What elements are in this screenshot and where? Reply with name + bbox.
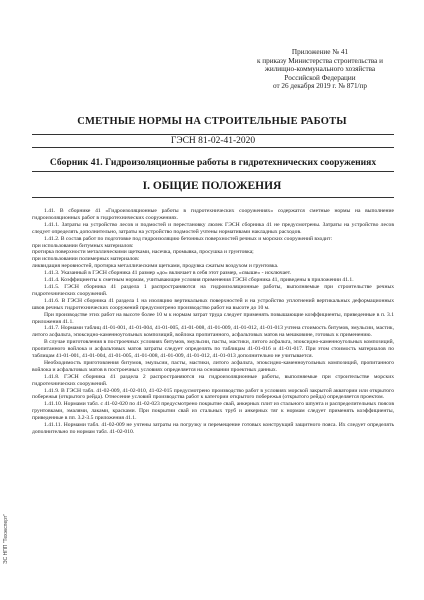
main-title: СМЕТНЫЕ НОРМЫ НА СТРОИТЕЛЬНЫЕ РАБОТЫ xyxy=(77,116,347,127)
collection-title: Сборник 41. Гидроизоляционные работы в гидротехнических сооружениях xyxy=(49,157,377,168)
paragraph: 1.41.6. В ГЭСН сборника 41 раздела 1 на изоляцию вертикальных поверхностей и на устройство уплотнений вертикальных деформационных швов речных гидротехнических сооружений предусмотрено производство работ на высоте до 10 м. xyxy=(32,297,394,311)
appendix-line: Приложение № 41 xyxy=(291,48,349,56)
section-title: I. ОБЩИЕ ПОЛОЖЕНИЯ xyxy=(142,180,282,192)
appendix-line: к приказу Министерства строительства и xyxy=(256,56,383,65)
paragraph: 1.41.10. Нормами табл. с 41-02-020 по 41-02-023 предусмотрено покрытие свай, анкерных плит из стального шпунта и распределительных поясов грунтовками, эмалями, лаками, красками. При покрытии свай из стальных труб и анкерных тяг к нормам следует применять коэффициенты, приведенные в пп. 3.2-3.5 приложения 41.1. xyxy=(32,401,394,422)
side-stamp-text: ЭС НПП "Техэксперт" xyxy=(3,513,9,565)
paragraph: В случае приготовления в построечных условиях битумов, эмульсии, пасты, мастики, литого асфальта, эпоксидно-каменноугольных композиций, пропитанного войлока и асфальтовых матов затраты следует определять по таблицам 41-01-016 и 41-01-017. При этом стоимость материалов по таблицам 41-01-001, 41-01-004, 41-01-005, 41-01-008, 41-01-009, 41-01-012, 41-01-013 дополнительно не учитывается. xyxy=(32,339,394,360)
paragraph: 1.41.7. Нормами таблиц 41-01-001, 41-01-004, 41-01-005, 41-01-008, 41-01-009, 41-01-012, 41-01-013 учтена стоимость битумов, эмульсии, мастик, литого асфальта, эпоксидно-каменноугольных композиций, войлока пропитанного, асфальтовых матов на мешковине, готовых к применению. xyxy=(32,325,394,339)
paragraph: 1.41.5. ГЭСН сборника 41 раздела 1 распространяются на гидроизоляционные работы, выполняемые при строительстве речных гидротехнических сооружений. xyxy=(32,283,394,297)
body-text xyxy=(32,208,394,436)
paragraph: 1.41.3. Указанный в ГЭСН сборника 41 размер «до» включает в себя этот размер, «свыше» - исключает. xyxy=(44,270,292,277)
paragraph: при использовании битумных материалов: xyxy=(32,242,134,249)
paragraph: 1.41.4. Коэффициенты к сметным нормам, учитывающие условия применения ГЭСН сборника 41, приведены в приложении 41.1. xyxy=(44,277,354,284)
paragraph: Необходимость приготовления битумов, эмульсии, пасты, мастики, литого асфальта, эпоксидно-каменноугольных композиций, пропитанного войлока и асфальтовых матов в построечных условиях определяется на основании проектных данных. xyxy=(32,359,394,373)
section-divider xyxy=(32,197,394,198)
paragraph: 1.41.2. В состав работ по подготовке под гидроизоляцию бетонных поверхностей речных и морских сооружений входит: xyxy=(44,235,333,242)
paragraph: 1.41. В сборнике 41 «Гидроизоляционные работы в гидротехнических сооружениях» содержатся сметные нормы на выполнение гидроизоляционных работ в гидротехнических сооружениях. xyxy=(32,208,394,221)
paragraph: При производстве этих работ на высоте более 10 м к нормам затрат труда следует применять повышающие коэффициенты, приведенные в п. 3.1 приложения 41.1. xyxy=(32,311,394,325)
document-code: ГЭСН 81-02-41-2020 xyxy=(32,134,394,148)
paragraph: протирка поверхности металлическими щетками, насечка, промывка, просушка и грунтовка; xyxy=(32,249,254,256)
paragraph: 1.41.8. ГЭСН сборника 41 раздела 2 распространяются на гидроизоляционные работы, выполняемые при строительстве морских гидротехнических сооружений. xyxy=(32,373,394,387)
appendix-line: жилищно-коммунального хозяйства xyxy=(264,65,376,74)
appendix-line: Российской Федерации xyxy=(284,73,356,82)
paragraph: при использовании полимерных материалов: xyxy=(32,256,140,263)
appendix-block xyxy=(236,48,404,91)
paragraph: 1.41.9. В ГЭСН табл. 41-02-009, 41-02-010, 41-02-015 предусмотрено производство работ в условиях морской закрытой акватории или открытого побережья (открытого рейда). Отнесение условий производства работ к категории открытого побережья (открытого рейда) определяется проектом. xyxy=(32,387,394,401)
side-stamp xyxy=(2,500,10,580)
collection-divider xyxy=(32,171,394,172)
appendix-line: от 26 декабря 2019 г. № 871/пр xyxy=(273,82,367,91)
paragraph: 1.41.1. Затраты на устройство лесов и подмостей и перестановку люлек ГЭСН сборника 41 не предусмотрены. Затраты на устройство лесов следует определять дополнительно, затраты на устройство подмостей учтены нормативами накладных расходов. xyxy=(32,221,394,235)
paragraph: ликвидация неровностей, протирка металлическими щетками, продувка сжатым воздухом и грунтовка. xyxy=(32,263,279,270)
paragraph: 1.41.11. Нормами табл. 41-02-009 не учтены затраты на погрузку и перемещение готовых конструкций защитного пояса. Их следует определять дополнительно по нормам табл. 41-02-010. xyxy=(32,422,394,435)
